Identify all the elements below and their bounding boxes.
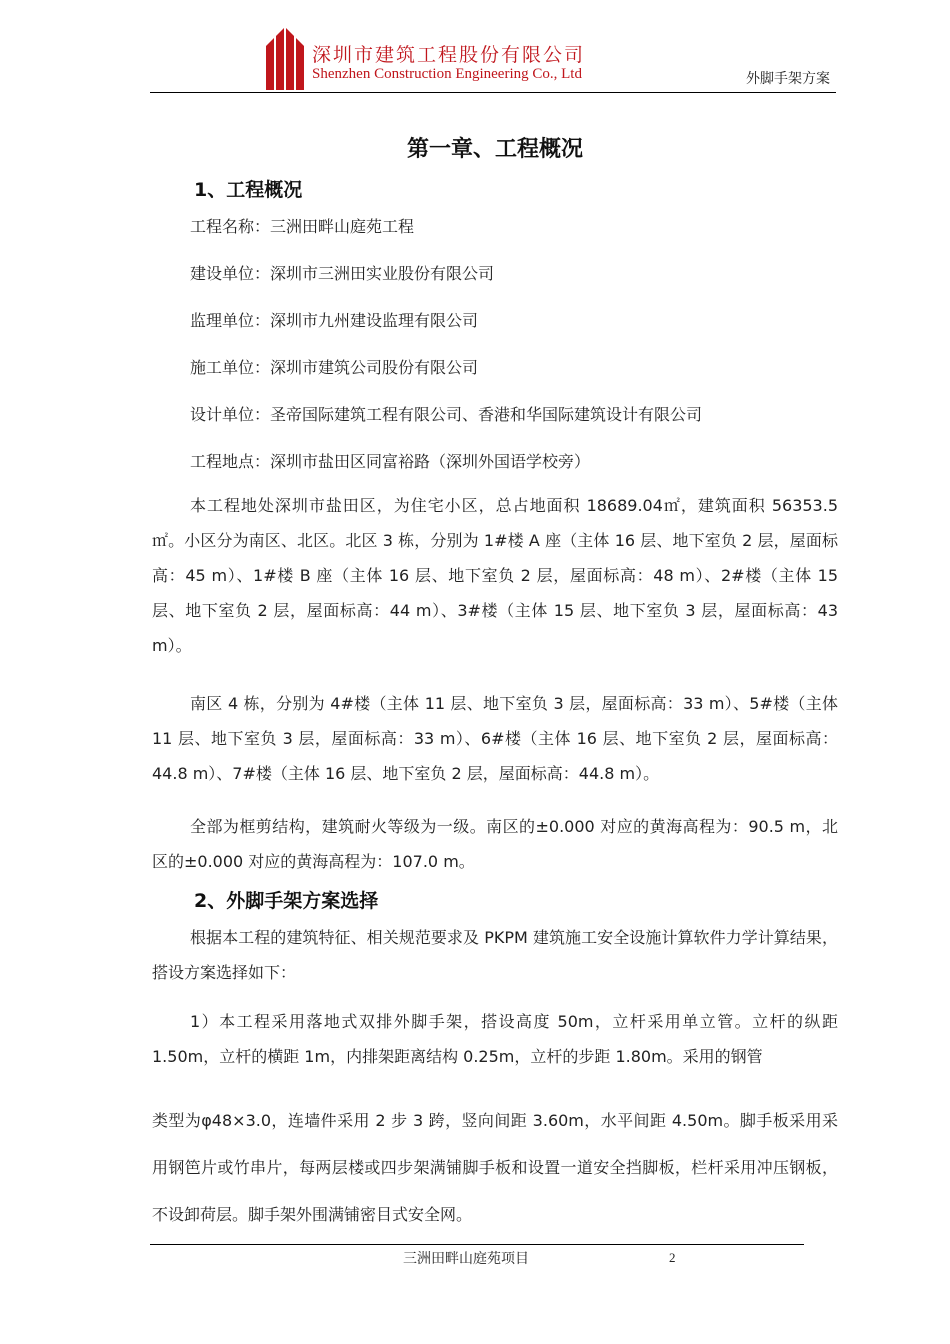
- page-number: 2: [669, 1250, 676, 1265]
- paragraph-scheme-item1-cont: 类型为φ48×3.0，连墙件采用 2 步 3 跨，竖向间距 3.60m，水平间距 4.50m。脚手板采用采用钢笆片或竹串片，每两层楼或四步架满铺脚手板和设置一道安全挡脚板，栏杆采用冲压钢板，不设卸荷层。脚手架外围满铺密目式安全网。: [152, 1111, 838, 1224]
- company-name-cn: 深圳市建筑工程股份有限公司: [312, 44, 586, 66]
- info-contractor: 施工单位：深圳市建筑公司股份有限公司: [190, 358, 479, 377]
- document-type-label: 外脚手架方案: [746, 71, 830, 87]
- paragraph-structure: 全部为框剪结构，建筑耐火等级为一级。南区的±0.000 对应的黄海高程为：90.5 m，北区的±0.000 对应的黄海高程为：107.0 m。: [152, 817, 838, 871]
- header-divider: [150, 92, 836, 93]
- info-developer: 建设单位：深圳市三洲田实业股份有限公司: [190, 264, 495, 283]
- info-location: 工程地点：深圳市盐田区同富裕路（深圳外国语学校旁）: [190, 452, 591, 471]
- footer-divider: [150, 1244, 804, 1245]
- chapter-title: 第一章、工程概况: [406, 137, 583, 162]
- paragraph-scheme-item1: 1）本工程采用落地式双排外脚手架，搭设高度 50m，立杆采用单立管。立杆的纵距 1.50m，立杆的横距 1m，内排架距离结构 0.25m，立杆的步距 1.80m。采用的钢管: [152, 1012, 838, 1066]
- section-heading-scaffold: 2、外脚手架方案选择: [194, 890, 379, 912]
- paragraph-north-district: 本工程地处深圳市盐田区，为住宅小区，总占地面积 18689.04㎡，建筑面积 56353.5㎡。小区分为南区、北区。北区 3 栋，分别为 1#楼 A 座（主体 16 层、地下室负 2 层，屋面标高：45 m）、1#楼 B 座（主体 16 层、地下室负 2 层，屋面标高：48 m）、2#楼（主体 15 层、地下室负 2 层，屋面标高：44 m）、3#楼（主体 15 层、地下室负 3 层，屋面标高：43 m）。: [152, 496, 838, 655]
- info-supervisor: 监理单位：深圳市九州建设监理有限公司: [190, 311, 479, 330]
- company-logo-icon: [264, 26, 306, 90]
- page-header: [150, 26, 836, 94]
- section-heading-overview: 1、工程概况: [194, 179, 303, 201]
- paragraph-scheme-intro: 根据本工程的建筑特征、相关规范要求及 PKPM 建筑施工安全设施计算软件力学计算结果，搭设方案选择如下：: [152, 928, 838, 982]
- info-designer: 设计单位：圣帝国际建筑工程有限公司、香港和华国际建筑设计有限公司: [190, 405, 703, 424]
- company-name-en: Shenzhen Construction Engineering Co., Ltd: [312, 66, 582, 82]
- info-project-name: 工程名称：三洲田畔山庭苑工程: [190, 217, 415, 236]
- footer-project-name: 三洲田畔山庭苑项目: [403, 1251, 529, 1267]
- paragraph-south-district: 南区 4 栋，分别为 4#楼（主体 11 层、地下室负 3 层，屋面标高：33 m）、5#楼（主体 11 层、地下室负 3 层，屋面标高：33 m）、6#楼（主体 16 层、地下室负 2 层，屋面标高：44.8 m）、7#楼（主体 16 层、地下室负 2 层，屋面标高：44.8 m）。: [152, 694, 838, 783]
